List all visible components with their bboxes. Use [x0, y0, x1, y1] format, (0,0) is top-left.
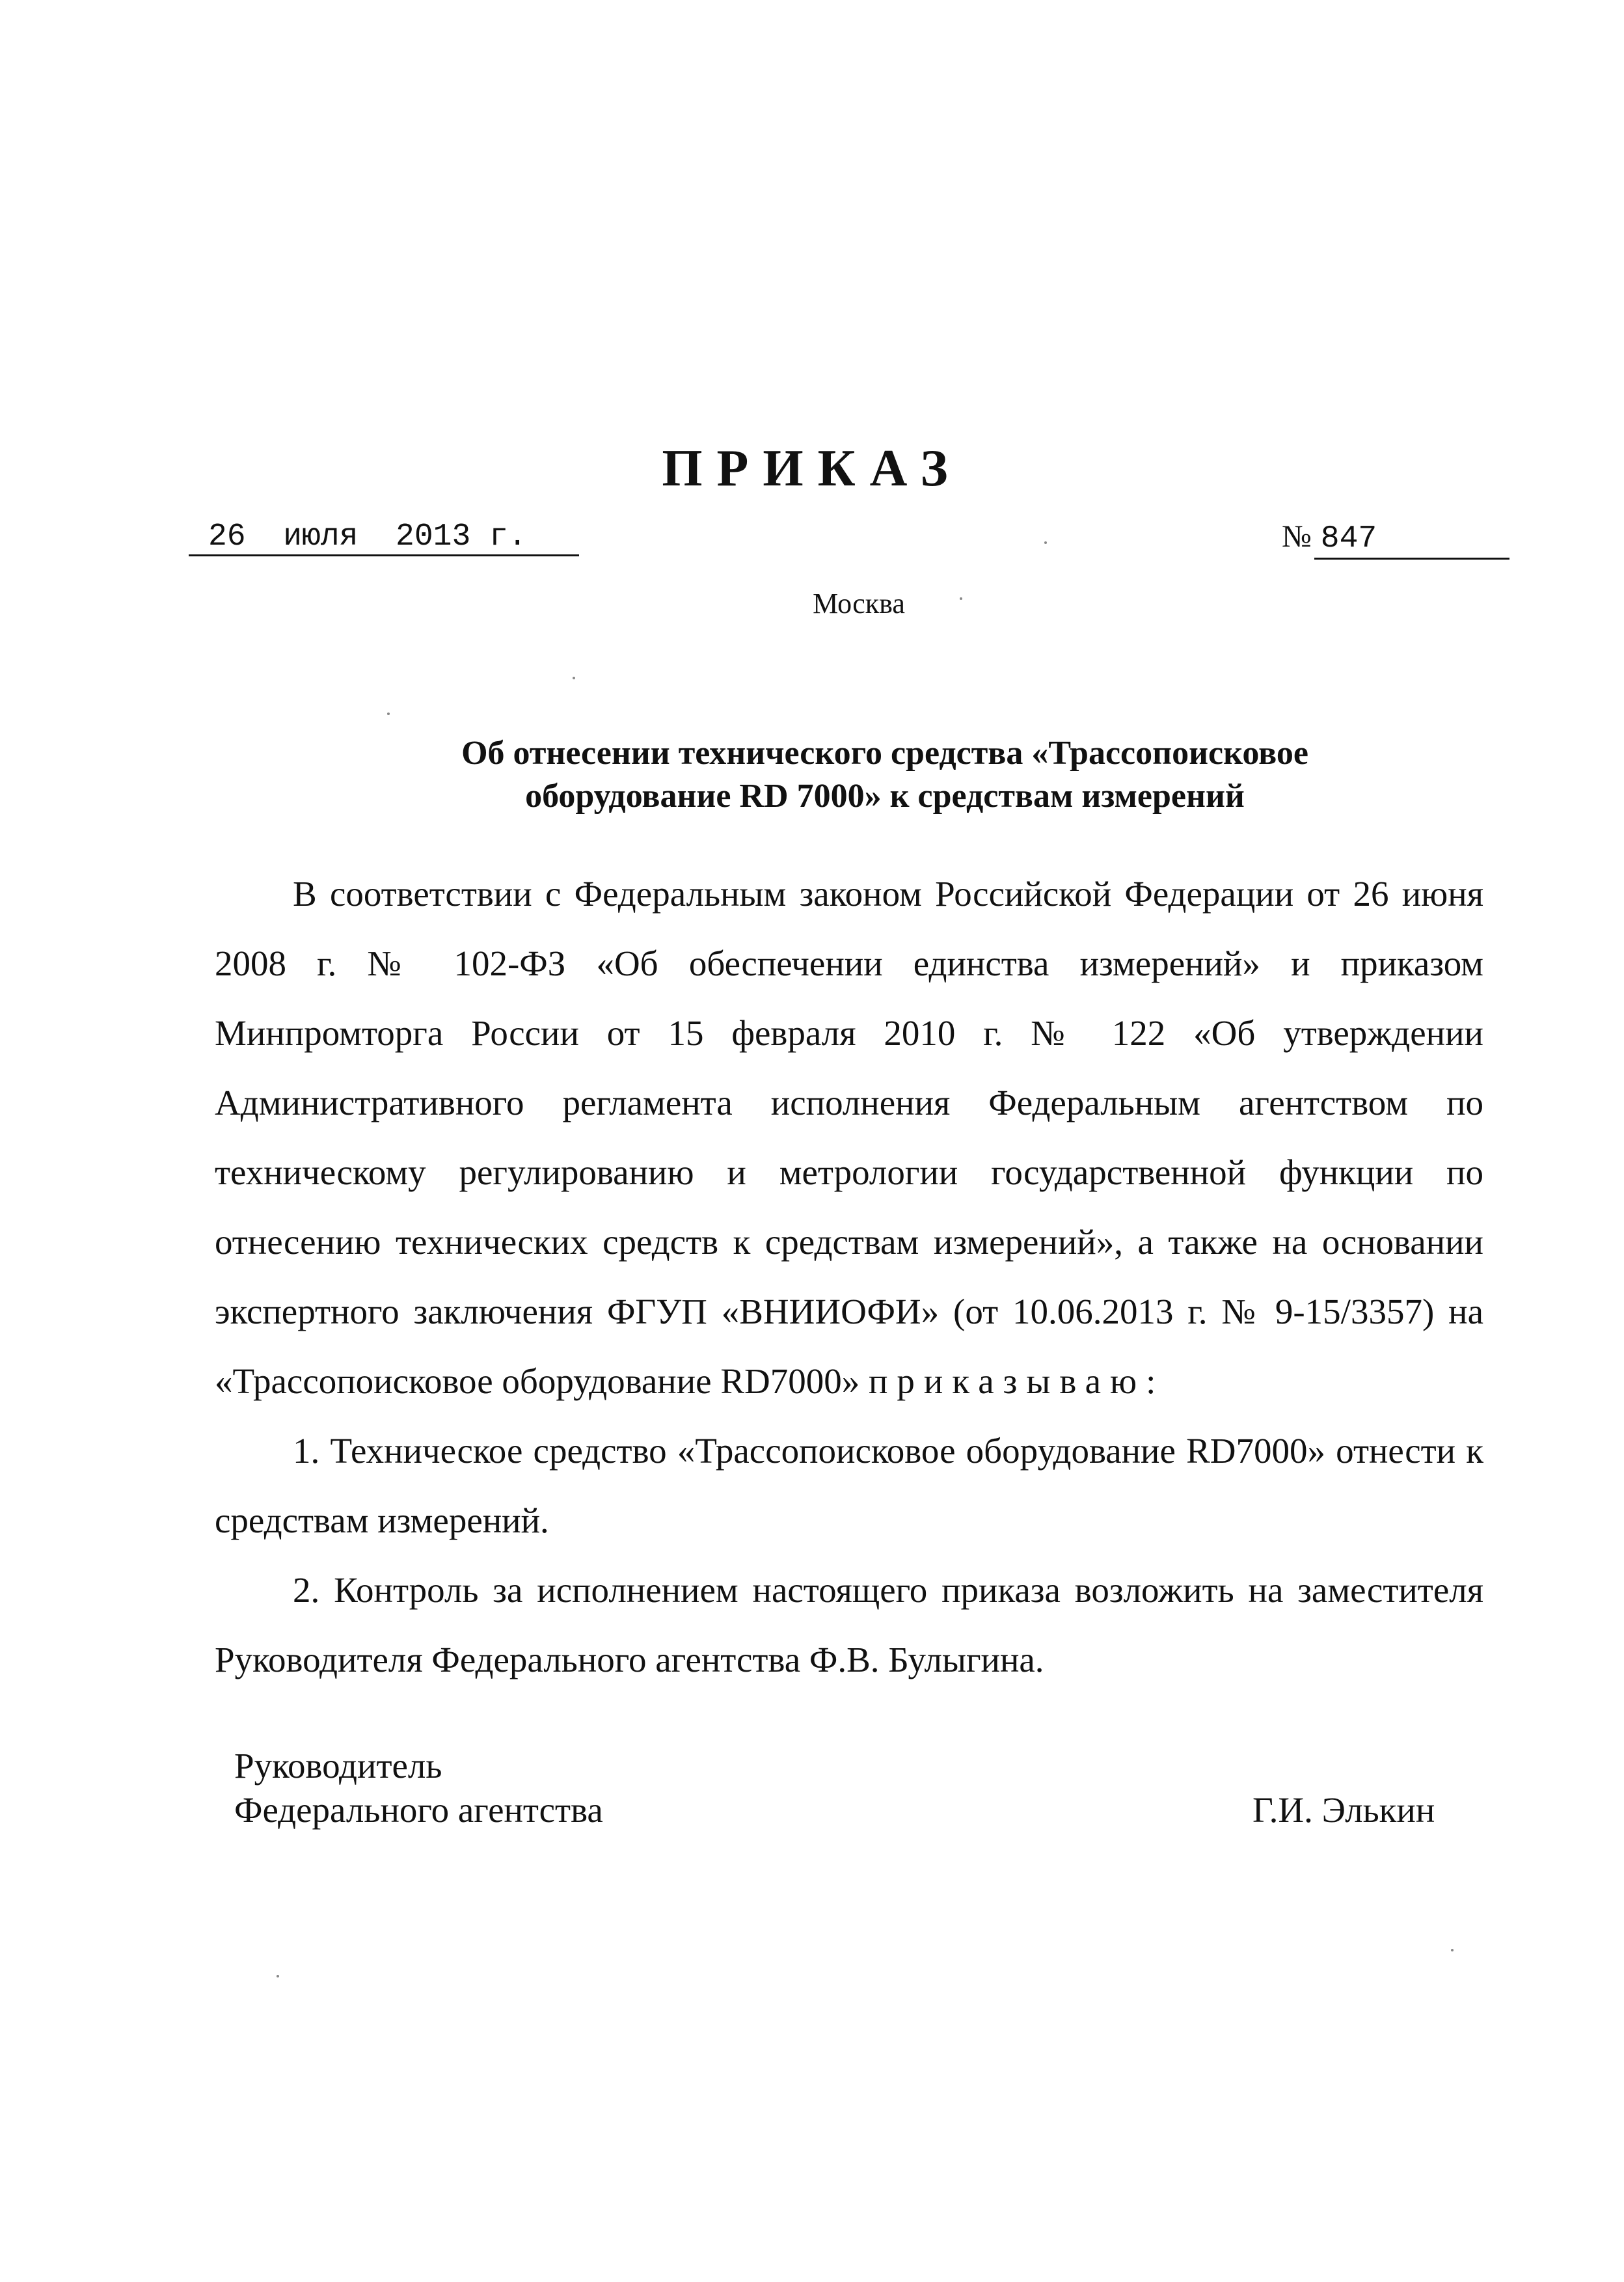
scan-speck: [277, 1975, 279, 1977]
signer-title-line-1: Руководитель: [234, 1746, 442, 1786]
preamble-paragraph: [215, 859, 1483, 1416]
document-number-field: [1282, 517, 1515, 556]
scan-speck: [387, 713, 390, 715]
scan-speck: [573, 677, 575, 679]
document-subject: [260, 732, 1509, 818]
order-item-1: 1. Техническое средство «Трассопоисковое оборудование RD7000» отнести к средствам измерений.: [215, 1431, 1483, 1540]
subject-line-2: оборудование RD 7000» к средствам измерений: [525, 778, 1245, 815]
subject-line-1: Об отнесении технического средства «Трассопоисковое: [461, 735, 1308, 772]
document-body: [215, 859, 1483, 1694]
order-item-2: 2. Контроль за исполнением настоящего приказа возложить на заместителя Руководителя Федерального агентства Ф.В. Булыгина.: [215, 1570, 1483, 1679]
document-heading: ПРИКАЗ: [662, 440, 962, 497]
signer-name: Г.И. Элькин: [1252, 1790, 1435, 1830]
document-date: 26 июля 2013 г.: [189, 517, 579, 556]
scan-speck: [1044, 541, 1047, 544]
signer-title: [234, 1744, 603, 1832]
document-city: Москва: [813, 588, 905, 619]
scan-speck: [1451, 1949, 1454, 1951]
scan-speck: [960, 597, 962, 600]
document-number: 847: [1314, 520, 1509, 560]
command-word: приказываю:: [869, 1361, 1165, 1401]
number-sign: №: [1282, 519, 1312, 554]
signer-title-line-2: Федерального агентства: [234, 1790, 603, 1830]
preamble-text: В соответствии с Федеральным законом Российской Федерации от 26 июня 2008 г. № 102-ФЗ «Об обеспечении единства измерений» и приказом Минпромторга России от 15 февраля 2010 г. № 122 «Об утверждении Административного регламента исполнения Федеральным агентством по техническому регулированию и метрологии государственной функции по отнесению технических средств к средствам измерений», а также на основании экспертного заключения ФГУП «ВНИИОФИ» (от 10.06.2013 г. № 9-15/3357) на «Трассопоисковое оборудование RD7000»: [215, 874, 1483, 1401]
